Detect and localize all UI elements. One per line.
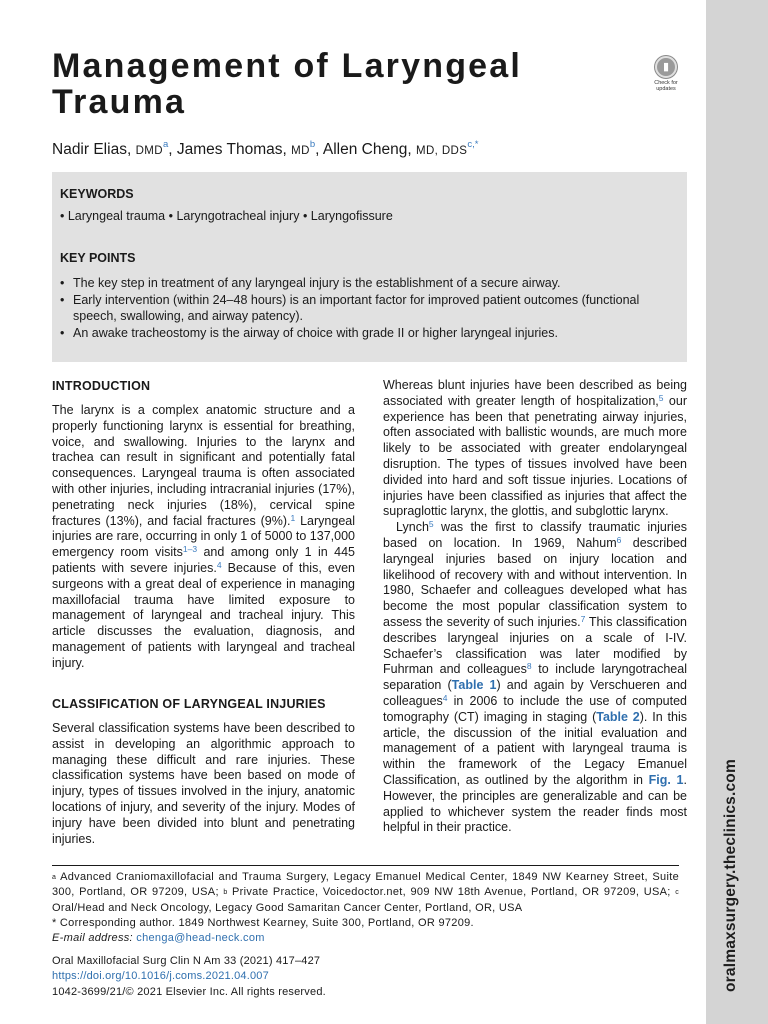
citation-link[interactable]: 6 xyxy=(616,534,622,545)
footnote-marker: a xyxy=(52,874,57,881)
right-column-text xyxy=(383,378,687,836)
affiliation-c: Oral/Head and Neck Oncology, Legacy Good Samaritan Cancer Center, Portland, OR, USA xyxy=(52,901,523,914)
citation-link[interactable]: 7 xyxy=(580,613,586,624)
footnote-marker: c xyxy=(675,889,679,897)
text-run: described laryngeal injuries based on injury location and likelihood of recovery with and without intervention. In 1980, Schaefer and colleagues developed what has become the most popular classification system to assess the severity of such injuries. xyxy=(383,535,687,629)
keypoints-heading: KEY POINTS xyxy=(60,251,136,265)
text-run: Laryngeal injuries are rare, occurring in only 1 of 5000 to 137,000 emergency room visits xyxy=(52,513,356,560)
affiliation-link[interactable]: a xyxy=(162,139,169,150)
keyword: Laryngotracheal injury xyxy=(176,209,300,223)
check-for-updates-button[interactable] xyxy=(649,56,683,90)
text-run: our experience has been that penetrating airway injuries, often associated with ballistic wounds, are much more likely to be associated with greater endolaryngeal disruption. The types of tissues involved have been divided into hard and soft tissue injuries. Locations of injuries have been classified as injuries that affect the supraglottic larynx, the glottis, and subglottic larynx. xyxy=(383,393,687,519)
introduction-paragraph xyxy=(52,403,355,672)
publication-meta xyxy=(52,954,326,1000)
keypoint-item: • An awake tracheostomy is the airway of choice with grade II or higher laryngeal injuries. xyxy=(60,325,680,341)
text-run: in 2006 to include the use of computed tomography (CT) imaging in staging ( xyxy=(383,693,687,724)
keyword: Laryngeal trauma xyxy=(67,209,166,223)
affiliation-b: Private Practice, Voicedoctor.net, 909 NW 18th Avenue, Portland, OR 97209, USA; xyxy=(227,886,676,899)
email-link[interactable]: chenga@head-neck.com xyxy=(136,932,265,945)
citation-link[interactable]: 4 xyxy=(442,692,448,703)
keypoint-item: • The key step in treatment of any laryngeal injury is the establishment of a secure airway. xyxy=(60,275,680,291)
text-run: The larynx is a complex anatomic structure and a properly functioning larynx is essential for breathing, voice, and swallowing. Injuries to the larynx and trachea can result in significant and potentially fatal consequences. Laryngeal trauma is often associated with other injuries, including intracranial injuries (17%), penetrating neck injuries (18%), cervical spine fractures (13%), and facial fractures (9%). xyxy=(52,403,355,528)
title-line-1: Management of Laryngeal xyxy=(52,47,523,85)
text-run: This classification describes laryngeal injuries on a scale of I-IV. Schaefer’s classification was later modified by Fuhrman and colleagues xyxy=(383,614,687,677)
keyword: Laryngofissure xyxy=(310,209,393,223)
citation-link[interactable]: 1 xyxy=(290,512,296,523)
bookmark-icon: ▮ xyxy=(655,56,677,78)
text-run: and among only 1 in 445 patients with severe injuries. xyxy=(52,545,355,575)
text-run: ) and again by Verschueren and colleagues xyxy=(383,678,687,708)
classification-paragraph xyxy=(52,721,355,847)
article-title xyxy=(52,48,612,120)
table-1-link[interactable]: Table 1 xyxy=(451,678,497,693)
author-degree: MD xyxy=(291,145,310,157)
email-label: E-mail address: xyxy=(52,932,133,945)
affiliation-a: Advanced Craniomaxillofacial and Trauma Surgery, Legacy Emanuel Medical Center, 1849 NW Kearney Street, Suite 300, Portland, OR 97209, USA; xyxy=(52,871,679,899)
section-heading-classification: CLASSIFICATION OF LARYNGEAL INJURIES xyxy=(52,697,326,711)
affiliation-link[interactable]: b xyxy=(309,139,316,150)
figure-1-link[interactable]: Fig. 1 xyxy=(648,772,684,787)
author-list xyxy=(52,141,478,159)
section-heading-introduction: INTRODUCTION xyxy=(52,379,151,393)
author-name: Nadir Elias, xyxy=(52,141,136,158)
citation-link[interactable]: 4 xyxy=(216,559,222,570)
journal-url[interactable]: oralmaxsurgery.theclinics.com xyxy=(722,759,739,992)
text-run: Lynch xyxy=(396,520,429,535)
text-run: Because of this, even surgeons with a great deal of experience in managing maxillofacial trauma have limited exposure to management of laryngeal and tracheal injury. This article discusses the evaluation, diagnosis, and management of patients with laryngeal and tracheal injury. xyxy=(52,560,355,670)
text-run: . However, the principles are generalizable and can be applied to whichever system the reader finds most helpful in their practice. xyxy=(383,772,687,835)
citation-link[interactable]: 5 xyxy=(428,519,434,530)
text-run: Whereas blunt injuries have been described as being associated with greater length of hospitalization, xyxy=(383,378,687,408)
corresponding-author: * Corresponding author. 1849 Northwest Kearney, Suite 300, Portland, OR 97209. xyxy=(52,916,474,929)
keypoint-item: • Early intervention (within 24–48 hours) is an important factor for improved patient outcomes (functional speech, swallowing, and airway patency). xyxy=(60,292,680,324)
footnote-divider xyxy=(52,865,679,866)
keypoints-list xyxy=(60,275,680,342)
affiliation-footnotes xyxy=(52,870,679,946)
doi-link[interactable]: https://doi.org/10.1016/j.coms.2021.04.007 xyxy=(52,970,269,983)
keywords-heading: KEYWORDS xyxy=(60,187,134,201)
table-2-link[interactable]: Table 2 xyxy=(596,709,640,724)
citation-link[interactable]: 5 xyxy=(658,392,664,403)
text-run: ). In this article, the discussion of the initial evaluation and management of a patient with laryngeal trauma is within the framework of the Legacy Emanuel Classification, as outlined by the algorithm in xyxy=(383,709,687,787)
citation-text: Oral Maxillofacial Surg Clin N Am 33 (2021) 417–427 xyxy=(52,955,321,967)
footnote-marker: b xyxy=(223,889,228,897)
text-run: to include laryngotracheal separation ( xyxy=(383,662,687,693)
check-for-updates-label: Check for updates xyxy=(654,80,678,92)
author-degree: DMD xyxy=(135,145,163,157)
author-name: , James Thomas, xyxy=(168,141,292,158)
citation-link[interactable]: 1–3 xyxy=(182,544,198,555)
keyword-list: • Laryngeal trauma • Laryngotracheal injury • Laryngofissure xyxy=(60,209,393,223)
author-degree: MD, DDS xyxy=(415,145,468,157)
text-run: was the first to classify traumatic injuries based on location. In 1969, Nahum xyxy=(383,520,687,550)
text-run: Several classification systems have been described to assist in developing an algorithmic approach to managing these difficult and rare injuries. These classification systems have been based on mode of injury, types of tissues involved in the injury, anatomic locations of injury, and severity of the injury. Modes of injury have been divided into blunt and penetrating injuries. xyxy=(52,721,355,846)
copyright-text: 1042-3699/21/© 2021 Elsevier Inc. All rights reserved. xyxy=(52,985,326,998)
affiliation-link[interactable]: c,* xyxy=(467,139,479,150)
author-name: , Allen Cheng, xyxy=(315,141,416,158)
citation-link[interactable]: 8 xyxy=(526,661,532,672)
title-line-2: Trauma xyxy=(52,83,187,121)
